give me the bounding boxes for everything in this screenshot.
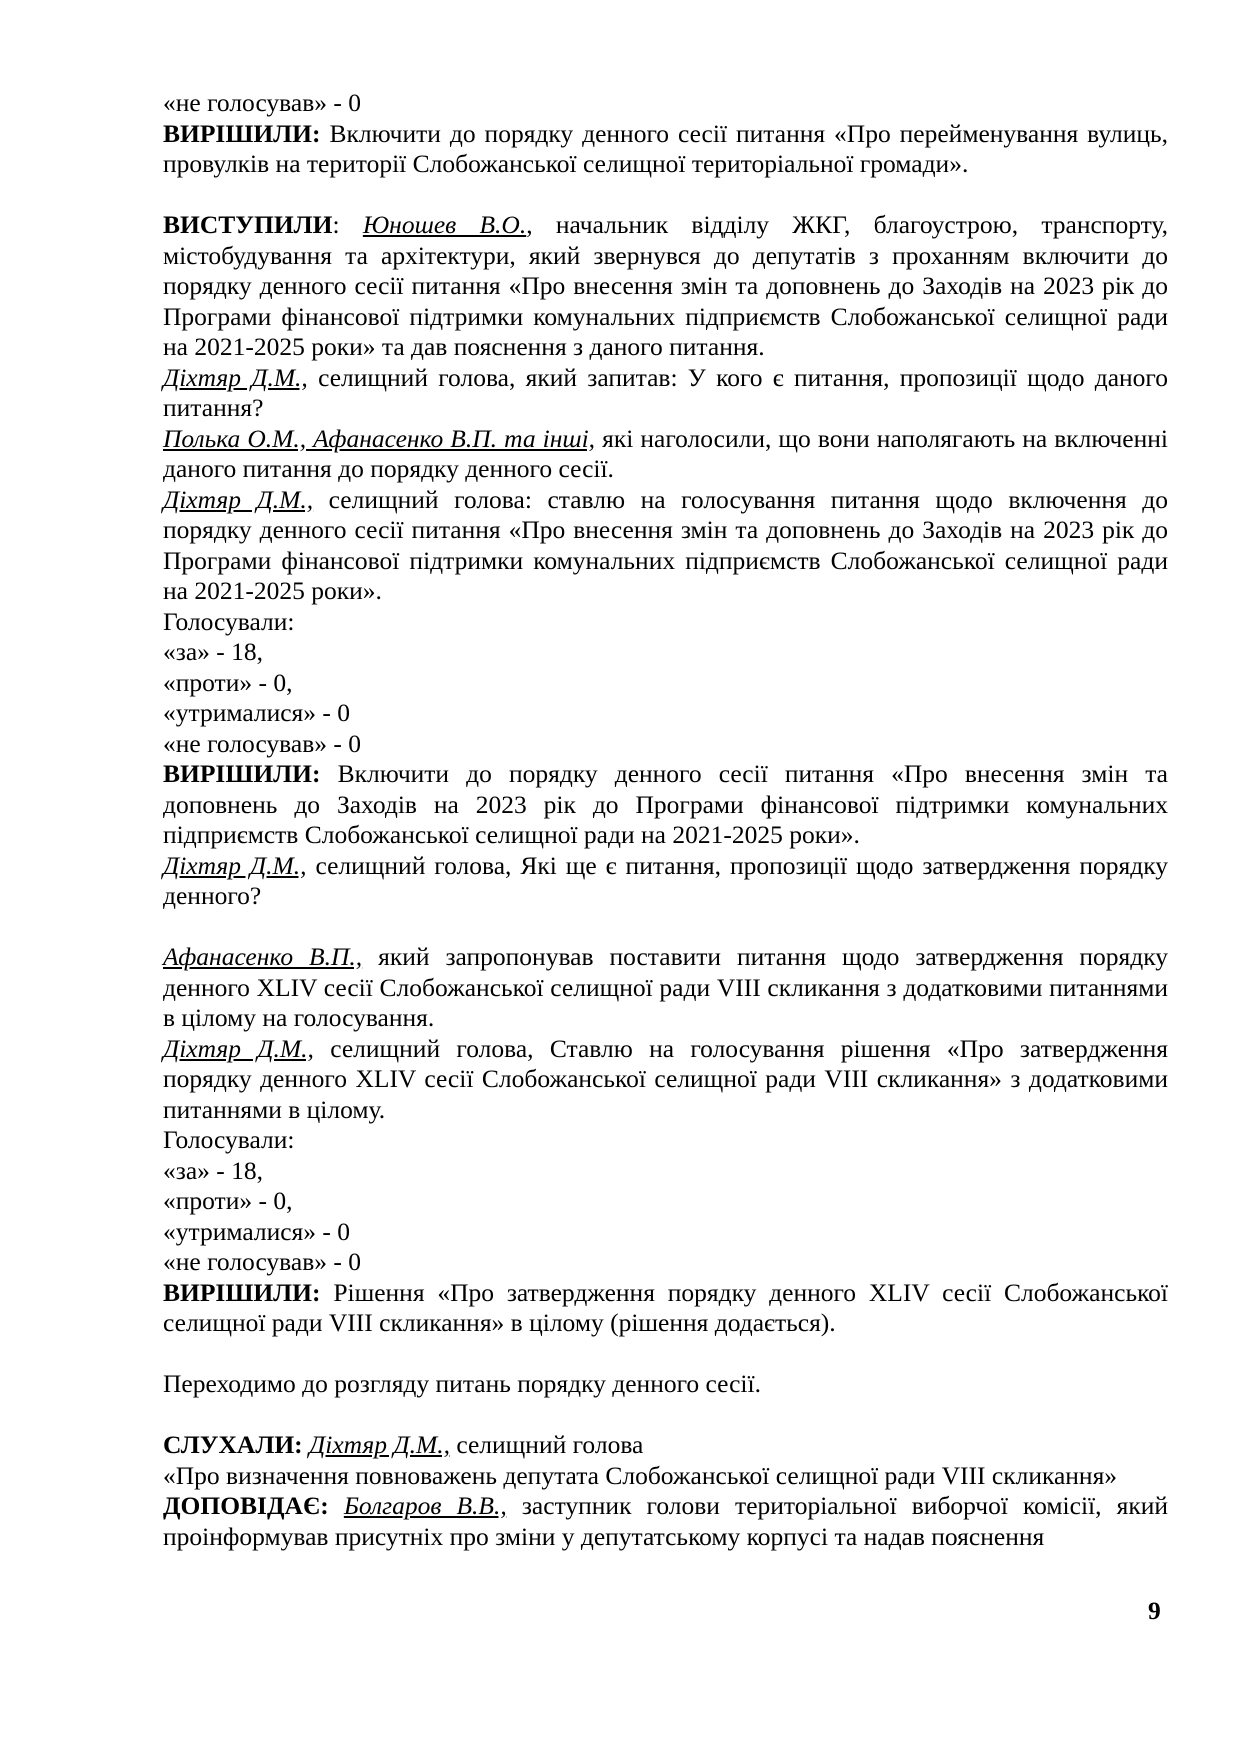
- vote-for-line: «за» - 18,: [163, 637, 264, 666]
- vote-against-line: «проти» - 0,: [163, 667, 293, 697]
- heard-text: селищний голова: [449, 1430, 644, 1459]
- vote-abstained-line: «утрималися» - 0: [163, 698, 351, 727]
- vote-heading: Голосували:: [163, 606, 295, 636]
- blank-line: [163, 180, 1168, 211]
- page-number: 9: [1148, 1596, 1161, 1625]
- decision-paragraph: [163, 119, 1168, 180]
- vote-against-line: «проти» - 0,: [163, 1186, 293, 1215]
- chair-vote-paragraph: [163, 485, 1168, 607]
- chair-vote-paragraph: [163, 1034, 1168, 1126]
- chair-name: Діхтяр Д.М.,: [163, 850, 307, 880]
- deputies-paragraph: [163, 424, 1168, 485]
- speech-text: , начальник відділу ЖКГ, благоустрою, транспорту, містобудування та архітектури, який звернувся до депутатів з проханням включити до порядку денного сесії питання «Про внесення змін та доповнень до Заходів на 2023 рік до Програми фінансової підтримки комунальних підприємств Слобожанської селищної ради на 2021-2025 роки» та дав пояснення з даного питання.: [163, 210, 1168, 361]
- blank-line: [163, 912, 1168, 943]
- speech-paragraph: [163, 210, 1168, 363]
- decision-paragraph: [163, 1278, 1168, 1339]
- chair-vote-text: селищний голова, Ставлю на голосування рішення «Про затвердження порядку денного XLIV сесії Слобожанської селищної ради VIII скликання» з додатковими питаннями в цілому.: [163, 1033, 1168, 1124]
- chair-name: Діхтяр Д.М.,: [309, 1430, 450, 1459]
- heard-paragraph: [163, 1430, 1168, 1461]
- chair-name: Діхтяр Д.М.,: [163, 484, 314, 514]
- chair-question-paragraph: [163, 851, 1168, 912]
- proposal-paragraph: [163, 942, 1168, 1034]
- decision-text: Включити до порядку денного сесії питання «Про внесення змін та доповнень до Заходів на 2023 рік до Програми фінансової підтримки комунальних підприємств Слобожанської селищної ради на 2021-2025 роки».: [163, 759, 1168, 849]
- decided-label: ВИРІШИЛИ:: [163, 759, 321, 788]
- deputies-names: Полька О.М., Афанасенко В.П. та інші,: [163, 423, 596, 453]
- decision-text: Включити до порядку денного сесії питання «Про перейменування вулиць, провулків на території Слобожанської селищної територіальної громади».: [163, 118, 1168, 178]
- topic-paragraph: «Про визначення повноважень депутата Слобожанської селищної ради VIII скликання»: [163, 1460, 1118, 1490]
- proposer-name: Афанасенко В.П.,: [163, 942, 363, 971]
- proposal-text: який запропонував поставити питання щодо затвердження порядку денного XLIV сесії Слобожанської селищної ради VIII скликання з додатковими питаннями в цілому на голосування.: [163, 942, 1168, 1032]
- spoke-colon: :: [332, 210, 363, 239]
- transition-paragraph: Переходимо до розгляду питань порядку денного сесії.: [163, 1369, 761, 1398]
- chair-name: Діхтяр Д.М.,: [163, 1033, 314, 1063]
- deputies-text: які наголосили, що вони наполягають на включенні даного питання до порядку денного сесії.: [163, 423, 1169, 483]
- vote-not-voted-line: «не голосував» - 0: [163, 1247, 361, 1276]
- decision-paragraph: [163, 759, 1168, 851]
- vote-heading: Голосували:: [163, 1125, 295, 1154]
- vote-for-line: «за» - 18,: [163, 1155, 264, 1185]
- blank-line: [163, 1400, 1168, 1431]
- speaker-name: Юношев В.О.: [362, 210, 527, 239]
- chair-question-paragraph: [163, 363, 1168, 424]
- vote-not-voted-line: «не голосував» - 0: [163, 728, 361, 758]
- report-paragraph: [163, 1491, 1168, 1552]
- vote-not-voted-line: «не голосував» - 0: [163, 88, 361, 117]
- chair-name: Діхтяр Д.М.,: [163, 362, 308, 392]
- document-page: [163, 88, 1168, 1552]
- reports-label: ДОПОВІДАЄ:: [163, 1491, 329, 1520]
- chair-vote-text: селищний голова: ставлю на голосування питання щодо включення до порядку денного сесії питання «Про внесення змін та доповнень до Заходів на 2023 рік до Програми фінансової підтримки комунальних підприємств Слобожанської селищної ради на 2021-2025 роки».: [163, 484, 1168, 605]
- decided-label: ВИРІШИЛИ:: [163, 1277, 321, 1307]
- blank-line: [163, 1339, 1168, 1370]
- chair-question-text: селищний голова, який запитав: У кого є питання, пропозиції щодо даного питання?: [163, 362, 1168, 422]
- reporter-name: Болгаров В.В.,: [343, 1491, 507, 1520]
- decision-text: Рішення «Про затвердження порядку денного XLIV сесії Слобожанської селищної ради VIII скликання» в цілому (рішення додається).: [163, 1277, 1168, 1337]
- heard-label: СЛУХАЛИ:: [163, 1430, 303, 1459]
- decided-label: ВИРІШИЛИ:: [163, 118, 321, 148]
- vote-abstained-line: «утрималися» - 0: [163, 1216, 351, 1246]
- report-text: заступник голови територіальної виборчої комісії, який проінформував присутніх про зміни у депутатському корпусі та надав пояснення: [163, 1491, 1169, 1551]
- chair-question-text: селищний голова, Які ще є питання, пропозиції щодо затвердження порядку денного?: [163, 850, 1168, 910]
- spoke-label: ВИСТУПИЛИ: [163, 210, 333, 239]
